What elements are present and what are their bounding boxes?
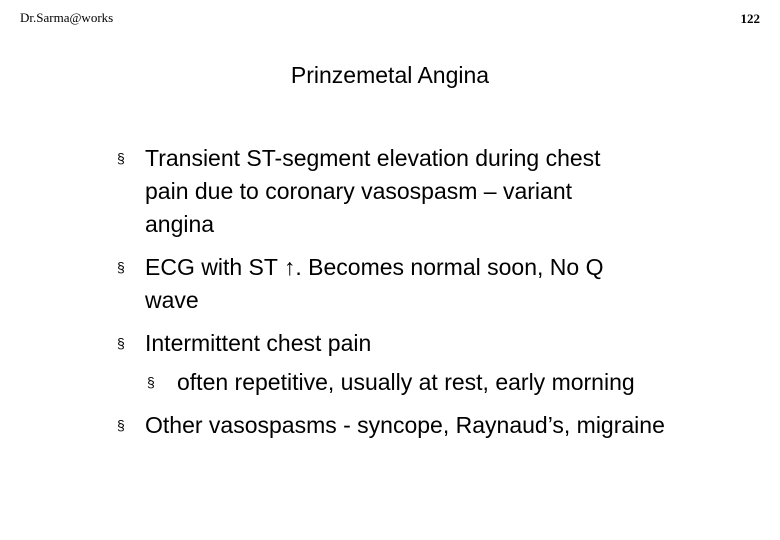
bullet-text: Other vasospasms - syncope, Raynaud’s, migraine xyxy=(145,412,665,438)
bullet-item xyxy=(117,409,705,442)
sub-bullet-list xyxy=(145,366,645,399)
bullet-item xyxy=(117,251,645,317)
slide-title: Prinzemetal Angina xyxy=(290,62,490,88)
sub-bullet-text: often repetitive, usually at rest, early morning xyxy=(177,369,635,395)
page-number: 122 xyxy=(740,11,760,26)
bullet-item xyxy=(117,327,645,399)
sub-bullet-item xyxy=(147,366,657,399)
bullet-marker-icon: § xyxy=(117,335,125,351)
bullet-marker-icon: § xyxy=(117,259,125,275)
bullet-text: ECG with ST ↑. Becomes normal soon, No Q wave xyxy=(145,254,604,313)
bullet-text: Intermittent chest pain xyxy=(145,330,372,356)
bullet-marker-icon: § xyxy=(117,150,125,166)
header-author: Dr.Sarma@works xyxy=(20,10,114,25)
bullet-list xyxy=(117,142,757,452)
bullet-marker-icon: § xyxy=(117,417,125,433)
sub-bullet-marker-icon: § xyxy=(147,374,155,390)
bullet-text: Transient ST-segment elevation during chest pain due to coronary vasospasm – variant angina xyxy=(145,145,601,237)
bullet-item xyxy=(117,142,645,241)
